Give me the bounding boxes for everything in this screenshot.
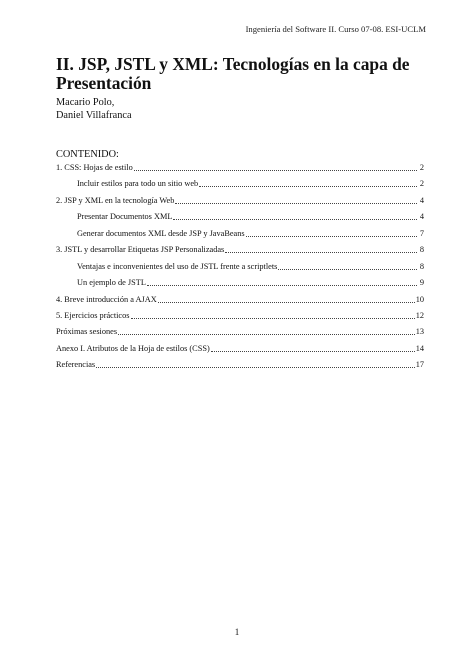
toc-entry[interactable]: [77, 178, 424, 189]
toc-entry[interactable]: [77, 228, 424, 239]
toc-leader-dots: [118, 334, 415, 335]
toc-entry-label: 4. Breve introducción a AJAX: [56, 295, 157, 304]
toc-leader-dots: [131, 318, 415, 319]
toc-entry[interactable]: [56, 359, 424, 370]
page-number: 1: [234, 627, 240, 637]
toc-entry[interactable]: [56, 343, 424, 354]
toc-entry[interactable]: [77, 261, 424, 272]
toc-entry-page: 4: [419, 212, 424, 221]
toc-leader-dots: [134, 170, 417, 171]
toc-leader-dots: [225, 252, 417, 253]
toc-leader-dots: [278, 269, 417, 270]
toc-entry[interactable]: [56, 195, 424, 206]
toc-entry-label: Generar documentos XML desde JSP y JavaBeans: [77, 229, 245, 238]
toc-entry[interactable]: [77, 211, 424, 222]
toc-entry-page: 7: [419, 229, 424, 238]
toc-entry-label: 3. JSTL y desarrollar Etiquetas JSP Personalizadas: [56, 245, 225, 254]
toc-entry-page: 2: [419, 179, 424, 188]
toc-entry-page: 8: [419, 262, 424, 271]
document-title: II. JSP, JSTL y XML: Tecnologías en la capa de Presentación: [56, 54, 410, 93]
toc-leader-dots: [158, 302, 415, 303]
toc-entry-label: Incluir estilos para todo un sitio web: [77, 179, 199, 188]
toc-entry-label: Un ejemplo de JSTL: [77, 278, 146, 287]
toc-entry[interactable]: [56, 326, 424, 337]
toc-leader-dots: [246, 236, 417, 237]
toc-leader-dots: [96, 367, 415, 368]
toc-entry-label: Ventajas e inconvenientes del uso de JSTL frente a scriptlets: [77, 262, 278, 271]
toc-entry-page: 13: [415, 327, 424, 336]
toc-entry-label: 1. CSS: Hojas de estilo: [56, 163, 133, 172]
toc-entry-label: Anexo I. Atributos de la Hoja de estilos (CSS): [56, 344, 210, 353]
toc-entry[interactable]: [77, 277, 424, 288]
toc-leader-dots: [173, 219, 417, 220]
toc-leader-dots: [199, 186, 417, 187]
toc-entry[interactable]: [56, 244, 424, 255]
toc-entry-page: 12: [415, 311, 424, 320]
contents-heading: CONTENIDO:: [56, 149, 119, 160]
toc-entry[interactable]: [56, 310, 424, 321]
toc-entry-page: 9: [419, 278, 424, 287]
toc-entry-label: Referencias: [56, 360, 96, 369]
toc-entry[interactable]: [56, 294, 424, 305]
toc-entry-page: 17: [415, 360, 424, 369]
toc-entry-page: 2: [419, 163, 424, 172]
toc-entry-page: 10: [415, 295, 424, 304]
toc-entry-label: Próximas sesiones: [56, 327, 118, 336]
toc-entry-label: Presentar Documentos XML: [77, 212, 173, 221]
author-name: Daniel Villafranca: [56, 110, 132, 122]
toc-leader-dots: [211, 351, 415, 352]
toc-entry[interactable]: [56, 162, 424, 173]
toc-leader-dots: [175, 203, 417, 204]
toc-entry-label: 5. Ejercicios prácticos: [56, 311, 130, 320]
toc-entry-page: 14: [415, 344, 424, 353]
toc-leader-dots: [147, 285, 417, 286]
toc-entry-page: 8: [419, 245, 424, 254]
running-header: Ingeniería del Software II. Curso 07-08. ESI-UCLM: [245, 24, 426, 34]
author-name: Macario Polo,: [56, 97, 115, 108]
toc-entry-label: 2. JSP y XML en la tecnología Web: [56, 196, 175, 205]
toc-entry-page: 4: [419, 196, 424, 205]
authors: [56, 96, 132, 123]
